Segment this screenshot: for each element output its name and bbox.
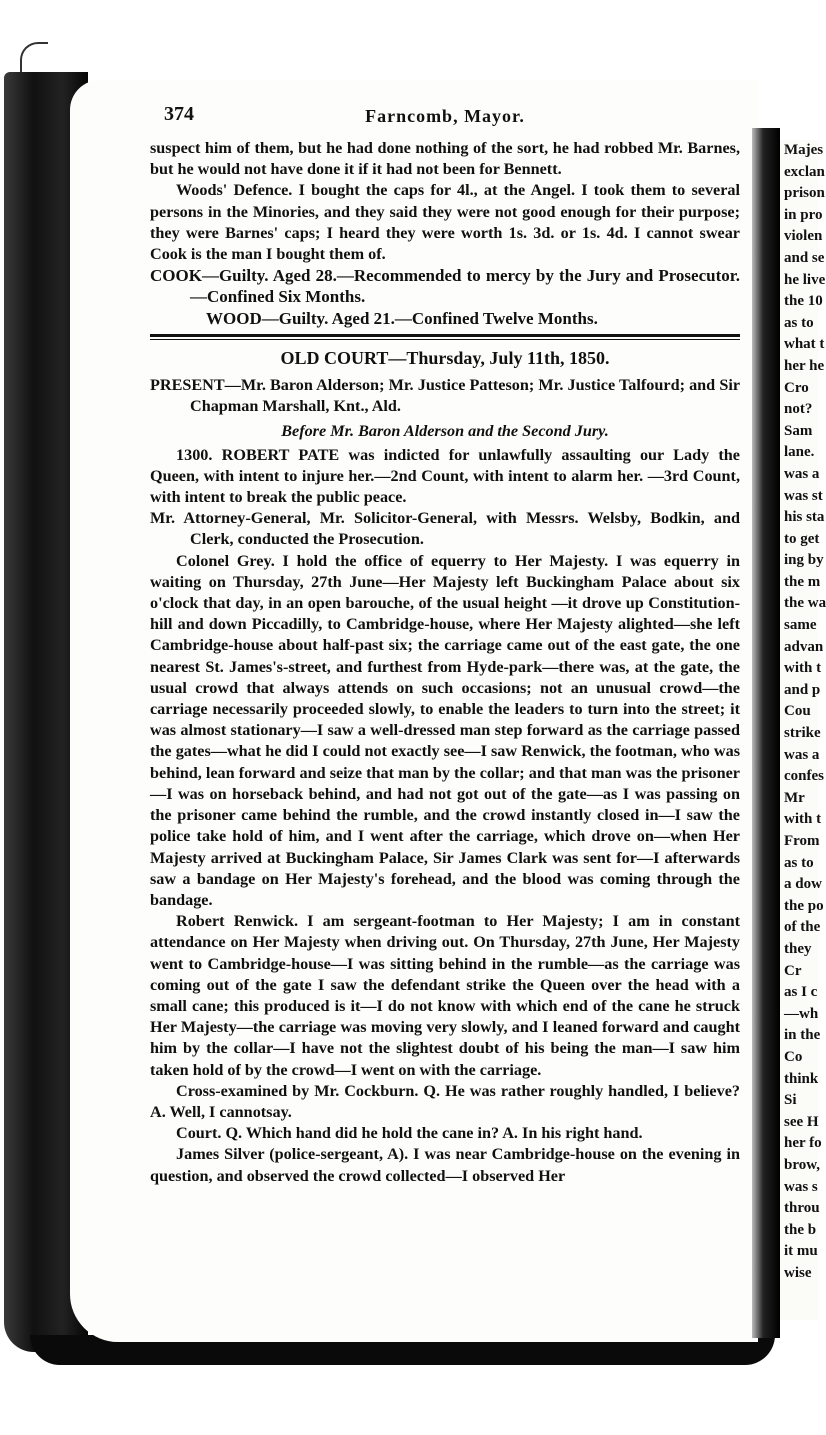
facing-page-fragment: think [784, 1070, 819, 1087]
case-indictment: 1300. ROBERT PATE was indicted for unlawfully assaulting our Lady the Queen, with intent to injure her.—2nd Count, with intent to alarm her. —3rd Count, with intent to break the public peace. [150, 445, 740, 507]
court-question: Court. Q. Which hand did he hold the cane in? A. In his right hand. [176, 1124, 643, 1143]
facing-page-fragment: the wa [784, 595, 826, 612]
testimony-colonel-grey: Colonel Grey. I hold the office of equerry to Her Majesty. I was equerry in waiting on Thursday, 27th June—Her Majesty left Buckingham Palace about six o'clock that day, in an open barouche, of the usual height —it drove up Constitution-hill and down Piccadilly, to Cambridge-house, where Her Majesty alighted—she left Cambridge-house about half-past six; the carriage came out of the east gate, the one nearest St. James's-street, and furthest from Hyde-park—there was, at the gate, the usual crowd that always attends on such occasions; not an unusual crowd—the carriage necessarily proceeded slowly, to enable the leaders to turn into the street; it was almost stationary—I saw a well-dressed man step forward as the carriage passed the gates—what he did I could not exactly see—I saw Renwick, the footman, who was behind, lean forward and seize that man by the collar; and that man was the prisoner—I was on horseback behind, and had not got out of the gate—as I was passing on the prisoner came behind the rumble, and the crowd instantly closed in—I saw the police take hold of him, and I went after the carriage, which drove on—when Her Majesty arrived at Buckingham Palace, Sir James Clark was sent for—I afterwards saw a bandage on Her Majesty's forehead, and the blood was coming through the bandage. [150, 551, 740, 909]
testimony-robert-renwick: Robert Renwick. I am sergeant-footman to Her Majesty; I am in constant attendance on Her Majesty when driving out. On Thursday, 27th June, Her Majesty went to Cambridge-house—I was sitting behind in the rumble—as the carriage was coming out of the gate I saw the defendant strike the Queen over the head with a small cane; this produced is it—I do not know with which end of the cane he struck Her Majesty—the carriage was moving very slowly, and I leaned forward and caught him by the collar—I have not the slightest doubt of his being the man—I saw him taken hold of by the crowd—I went on with the carriage. [150, 912, 740, 1079]
page-content [150, 104, 740, 1187]
testimony-james-silver: James Silver (police-sergeant, A). I was near Cambridge-house on the evening in question, and observed the crowd collected—I observed Her [150, 1145, 740, 1185]
facing-page-fragment: confes [784, 768, 824, 785]
facing-page-fragment: Cro [784, 379, 809, 396]
page-number: 374 [164, 103, 194, 125]
facing-page-fragment: Majes [784, 142, 824, 158]
facing-page-fragment: her he [784, 357, 825, 374]
facing-page-fragment: as to [784, 314, 814, 331]
section-rule [150, 334, 740, 340]
court-heading: OLD COURT—Thursday, July 11th, 1850. [280, 347, 610, 368]
before-jury: Before Mr. Baron Alderson and the Second Jury. [281, 422, 609, 441]
facing-page-fragment: was a [784, 465, 820, 482]
facing-page-fragment: brow, [784, 1156, 820, 1173]
facing-page-fragment: strike [784, 725, 821, 742]
prosecution-counsel: Mr. Attorney-General, Mr. Solicitor-General, with Messrs. Welsby, Bodkin, and Clerk, conducted the Prosecution. [150, 509, 740, 549]
facing-page-fragment: the b [784, 1221, 817, 1238]
facing-page-fragment: throu [784, 1200, 820, 1217]
running-head [150, 104, 740, 138]
facing-page-fragment: they [784, 940, 812, 957]
paragraph-woods-defence: Woods' Defence. I bought the caps for 4l., at the Angel. I took them to several persons in the Minories, and they said they were not good enough for their purpose; they were Barnes' caps; I heard they were worth 1s. 3d. or 1s. 4d. I cannot swear Cook is the man I bought them of. [150, 181, 740, 264]
verdict-wood: WOOD—Guilty. Aged 21.—Confined Twelve Months. [206, 308, 598, 328]
facing-page-fragment: Co [784, 1048, 803, 1065]
facing-page-fragment: wise [784, 1264, 812, 1281]
facing-page-fragment: lane. [784, 444, 815, 461]
facing-page-fragment: to get [784, 530, 820, 547]
facing-page-fragment: as to [784, 854, 814, 871]
facing-page-fragment: same [784, 617, 817, 634]
facing-page-fragment: not? [784, 401, 813, 418]
facing-page-fragment: her fo [784, 1135, 822, 1152]
facing-page-fragment: the m [784, 573, 821, 590]
facing-page-fragment: From [784, 833, 820, 849]
facing-page-fragment: prison [784, 185, 825, 202]
facing-page-fragment: Si [784, 1092, 797, 1109]
facing-page-fragment: see H [784, 1113, 819, 1130]
facing-page-fragment: Sam [784, 422, 813, 439]
verdict-cook: COOK—Guilty. Aged 28.—Recommended to mercy by the Jury and Prosecutor.—Confined Six Months. [150, 266, 740, 307]
facing-page-fragment: was st [784, 487, 823, 504]
facing-page-fragment: was s [784, 1178, 818, 1195]
facing-page-fragment: his sta [784, 509, 825, 526]
facing-page-fragment: and se [784, 249, 825, 266]
facing-page-fragment: in pro [784, 206, 823, 223]
facing-page-fragment: —wh [784, 1005, 819, 1022]
present-judges: PRESENT—Mr. Baron Alderson; Mr. Justice Patteson; Mr. Justice Talfourd; and Sir Chapman Marshall, Knt., Ald. [150, 376, 740, 416]
facing-page-fragment: with t [784, 660, 822, 677]
facing-page-fragment: he live [784, 271, 826, 288]
book-gutter [752, 128, 780, 1338]
facing-page-fragment: as I c [784, 984, 818, 1001]
facing-page [780, 140, 826, 1320]
facing-page-fragment: violen [784, 228, 823, 245]
facing-page-fragment: what t [784, 336, 825, 353]
facing-page-fragment: the 10 [784, 293, 823, 310]
facing-page-fragment: Cou [784, 703, 811, 720]
facing-page-fragment: and p [784, 681, 821, 698]
facing-page-fragment: it mu [784, 1243, 818, 1260]
facing-page-fragment: exclan [784, 163, 825, 180]
facing-page-fragment: Cr [784, 962, 802, 979]
facing-page-fragment: with t [784, 811, 822, 828]
running-head-title: Farncomb, Mayor. [365, 106, 525, 126]
facing-page-fragment: Mr [784, 789, 805, 806]
facing-page-fragment: ing by [784, 552, 824, 569]
facing-page-fragment: advan [784, 638, 824, 655]
facing-page-fragment: was a [784, 746, 820, 763]
facing-page-fragment: a dow [784, 876, 822, 893]
facing-page-fragment: the po [784, 897, 824, 914]
facing-page-fragment: of the [784, 919, 821, 936]
paragraph-1: suspect him of them, but he had done nothing of the sort, he had robbed Mr. Barnes, but he would not have done it if it had not been for Bennett. [150, 139, 740, 179]
cross-examination: Cross-examined by Mr. Cockburn. Q. He was rather roughly handled, I believe? A. Well, I cannotsay. [150, 1081, 740, 1121]
facing-page-fragment: in the [784, 1027, 821, 1044]
